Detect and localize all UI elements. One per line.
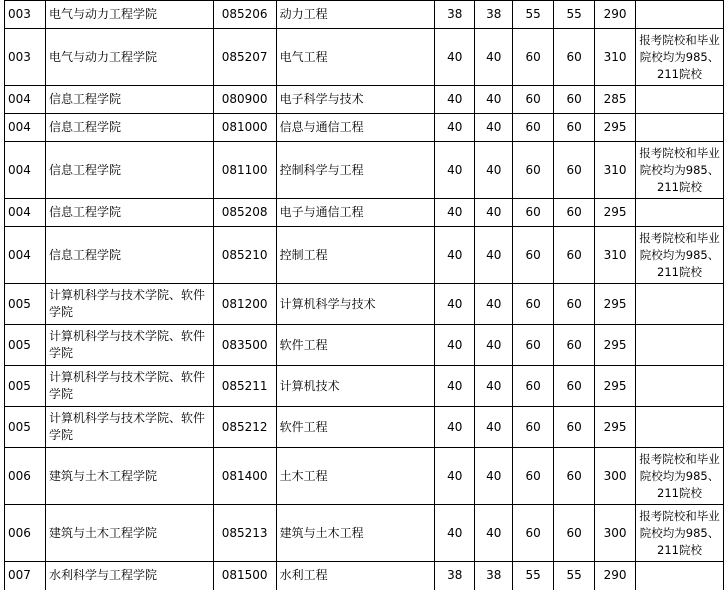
cell-score-subject1: 60 [513,227,554,284]
cell-score-subject1: 60 [513,86,554,114]
cell-college-code: 006 [5,505,46,562]
cell-major-name: 建筑与土木工程 [276,505,435,562]
cell-major-code: 085206 [213,1,276,29]
cell-score-subject2: 60 [554,325,595,366]
cell-score-english: 40 [475,227,513,284]
cell-college-name: 信息工程学院 [45,142,213,199]
cell-score-subject2: 60 [554,227,595,284]
cell-major-code: 085208 [213,199,276,227]
cell-score-subject2: 60 [554,29,595,86]
cell-college-name: 水利科学与工程学院 [45,562,213,590]
cell-score-subject1: 55 [513,562,554,590]
cell-note: 报考院校和毕业院校均为985、211院校 [636,448,724,505]
cell-college-name: 信息工程学院 [45,86,213,114]
cell-score-politics: 40 [435,505,475,562]
cell-note [636,86,724,114]
cell-college-code: 003 [5,29,46,86]
cell-college-code: 004 [5,142,46,199]
cell-score-english: 40 [475,114,513,142]
cell-major-name: 电子与通信工程 [276,199,435,227]
cell-score-english: 40 [475,448,513,505]
cell-note: 报考院校和毕业院校均为985、211院校 [636,227,724,284]
cell-score-subject1: 60 [513,366,554,407]
cell-score-politics: 40 [435,407,475,448]
cell-score-politics: 40 [435,142,475,199]
cell-score-politics: 40 [435,284,475,325]
cell-major-code: 085213 [213,505,276,562]
cell-college-code: 004 [5,227,46,284]
cell-major-code: 080900 [213,86,276,114]
cell-total-score: 295 [595,366,636,407]
table-body [5,1,724,590]
cell-major-code: 085212 [213,407,276,448]
cell-college-code: 004 [5,86,46,114]
cell-college-name: 计算机科学与技术学院、软件学院 [45,325,213,366]
cell-score-english: 40 [475,325,513,366]
cell-major-name: 电气工程 [276,29,435,86]
cell-total-score: 295 [595,407,636,448]
cell-major-name: 水利工程 [276,562,435,590]
cell-major-code: 081000 [213,114,276,142]
cell-major-code: 085211 [213,366,276,407]
cell-score-subject2: 60 [554,199,595,227]
cell-score-politics: 38 [435,1,475,29]
cell-score-politics: 40 [435,325,475,366]
cell-note [636,562,724,590]
cell-college-name: 计算机科学与技术学院、软件学院 [45,366,213,407]
cell-score-english: 40 [475,366,513,407]
cell-score-politics: 40 [435,448,475,505]
cell-note [636,199,724,227]
cell-score-subject1: 60 [513,199,554,227]
cell-total-score: 295 [595,114,636,142]
cell-total-score: 300 [595,505,636,562]
table-row [5,1,724,29]
table-row [5,505,724,562]
cell-major-code: 081100 [213,142,276,199]
cell-score-subject1: 60 [513,448,554,505]
cell-note: 报考院校和毕业院校均为985、211院校 [636,505,724,562]
cell-major-name: 计算机技术 [276,366,435,407]
cell-college-name: 信息工程学院 [45,199,213,227]
cell-score-subject2: 55 [554,562,595,590]
cell-score-subject2: 60 [554,448,595,505]
cell-score-english: 40 [475,505,513,562]
cell-score-politics: 40 [435,199,475,227]
cell-score-english: 40 [475,29,513,86]
cell-total-score: 310 [595,29,636,86]
cell-score-english: 40 [475,142,513,199]
cell-college-code: 005 [5,284,46,325]
table-row [5,227,724,284]
table-row [5,448,724,505]
cell-score-subject1: 60 [513,407,554,448]
cell-major-name: 电子科学与技术 [276,86,435,114]
cell-college-name: 电气与动力工程学院 [45,1,213,29]
cell-college-name: 计算机科学与技术学院、软件学院 [45,284,213,325]
cell-note [636,1,724,29]
cell-score-english: 40 [475,199,513,227]
cell-college-name: 建筑与土木工程学院 [45,505,213,562]
cell-college-name: 电气与动力工程学院 [45,29,213,86]
cell-major-code: 081200 [213,284,276,325]
cell-college-code: 004 [5,114,46,142]
cell-college-code: 003 [5,1,46,29]
cell-major-code: 083500 [213,325,276,366]
table-row [5,562,724,590]
cell-score-subject1: 60 [513,29,554,86]
cell-major-code: 081500 [213,562,276,590]
cell-total-score: 295 [595,284,636,325]
cell-score-subject2: 55 [554,1,595,29]
cell-college-name: 计算机科学与技术学院、软件学院 [45,407,213,448]
cell-major-code: 085210 [213,227,276,284]
cell-score-subject1: 60 [513,325,554,366]
cell-total-score: 285 [595,86,636,114]
table-row [5,284,724,325]
cell-score-subject1: 60 [513,284,554,325]
cell-score-subject2: 60 [554,366,595,407]
cell-score-politics: 40 [435,29,475,86]
cell-score-english: 40 [475,284,513,325]
cell-score-politics: 40 [435,86,475,114]
table-row [5,325,724,366]
cell-college-code: 005 [5,325,46,366]
cell-total-score: 300 [595,448,636,505]
cell-score-subject2: 60 [554,505,595,562]
table-row [5,407,724,448]
cell-total-score: 295 [595,199,636,227]
table-row [5,142,724,199]
cell-major-name: 软件工程 [276,325,435,366]
cell-major-name: 控制科学与工程 [276,142,435,199]
cell-score-politics: 40 [435,227,475,284]
cell-college-code: 005 [5,366,46,407]
cell-note [636,284,724,325]
table-row [5,199,724,227]
cell-score-english: 40 [475,407,513,448]
cell-college-code: 007 [5,562,46,590]
cell-score-subject1: 55 [513,1,554,29]
cell-score-english: 38 [475,1,513,29]
cell-college-name: 信息工程学院 [45,227,213,284]
cell-score-politics: 40 [435,114,475,142]
table-row [5,29,724,86]
cell-total-score: 290 [595,1,636,29]
cell-major-name: 信息与通信工程 [276,114,435,142]
cell-score-subject2: 60 [554,86,595,114]
cell-major-name: 土木工程 [276,448,435,505]
cell-college-name: 信息工程学院 [45,114,213,142]
cell-score-subject1: 60 [513,505,554,562]
cell-major-name: 动力工程 [276,1,435,29]
table-row [5,86,724,114]
cell-score-subject2: 60 [554,142,595,199]
cell-college-code: 004 [5,199,46,227]
cell-major-name: 软件工程 [276,407,435,448]
table-row [5,366,724,407]
cell-score-english: 38 [475,562,513,590]
cell-score-subject1: 60 [513,114,554,142]
cell-note [636,114,724,142]
cell-major-code: 081400 [213,448,276,505]
cell-score-subject2: 60 [554,284,595,325]
score-table [4,0,724,590]
cell-total-score: 290 [595,562,636,590]
table-row [5,114,724,142]
cell-total-score: 310 [595,142,636,199]
cell-college-code: 005 [5,407,46,448]
cell-major-name: 计算机科学与技术 [276,284,435,325]
cell-score-politics: 38 [435,562,475,590]
cell-total-score: 295 [595,325,636,366]
cell-major-code: 085207 [213,29,276,86]
cell-college-code: 006 [5,448,46,505]
cell-note: 报考院校和毕业院校均为985、211院校 [636,29,724,86]
cell-score-subject2: 60 [554,407,595,448]
cell-major-name: 控制工程 [276,227,435,284]
cell-total-score: 310 [595,227,636,284]
cell-college-name: 建筑与土木工程学院 [45,448,213,505]
cell-score-subject2: 60 [554,114,595,142]
cell-score-politics: 40 [435,366,475,407]
cell-note [636,366,724,407]
cell-note: 报考院校和毕业院校均为985、211院校 [636,142,724,199]
cell-note [636,407,724,448]
cell-score-subject1: 60 [513,142,554,199]
cell-note [636,325,724,366]
cell-score-english: 40 [475,86,513,114]
